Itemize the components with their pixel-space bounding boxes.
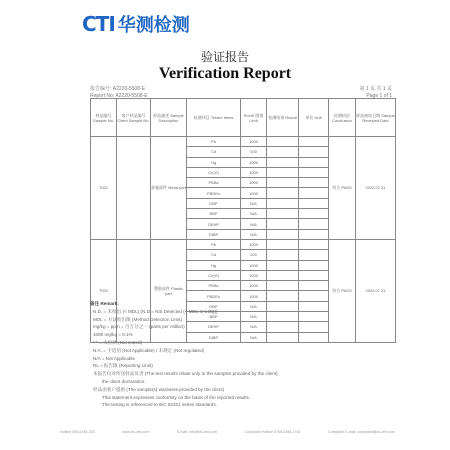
- footer-complaint-hotline: Complaint Hotline 0755-3368-1700: [244, 430, 301, 434]
- cell-result: [267, 281, 299, 291]
- cell-tested-item: DBP: [187, 198, 241, 208]
- cell-result: [267, 188, 299, 198]
- footer-complaint-email[interactable]: Complaint E-mail: complaint@cti-cert.com: [328, 430, 395, 434]
- cell-sample-description: 金属部件 Metal part: [151, 137, 187, 240]
- remark-line: mg/kg = ppm = 百万分之一 (parts per million): [93, 324, 185, 330]
- cell-result: [267, 157, 299, 167]
- cell-conclusion: 符合 PASS: [329, 239, 356, 342]
- cell-limit: N/A: [241, 209, 267, 219]
- header-unit: 单位 Unit: [299, 99, 329, 137]
- header-client-sample-no: 客户样品编号 Client Sample No.: [117, 99, 151, 137]
- cell-unit: [299, 157, 329, 167]
- cell-unit: [299, 270, 329, 280]
- report-title-chinese: 验证报告: [200, 50, 249, 64]
- cell-tested-item: DIBP: [187, 229, 241, 239]
- logo-chinese-name: 华测检测: [117, 15, 190, 36]
- page-label-en: Page 1 of 1: [366, 93, 392, 99]
- cell-limit: N/A: [241, 322, 267, 332]
- header-received-date: 样品接收日期 Sample Received Date: [356, 99, 396, 137]
- remark-line: the client declaration.: [102, 378, 146, 384]
- cell-limit: 100: [241, 147, 267, 157]
- header-conclusion: 检测结论 Conclusion: [329, 99, 356, 137]
- cell-received-date: 2022.07.21: [356, 239, 396, 342]
- remark-line: 1000 mg/kg = 0.1%: [93, 332, 133, 338]
- cell-limit: 1000: [241, 167, 267, 177]
- table-header-row: [91, 99, 396, 137]
- cell-limit: N/A: [241, 229, 267, 239]
- cell-tested-item: PBDEs: [187, 188, 241, 198]
- cell-result: [267, 178, 299, 188]
- cell-result: [267, 260, 299, 270]
- cell-unit: [299, 281, 329, 291]
- cell-limit: N/A: [241, 219, 267, 229]
- cell-unit: [299, 250, 329, 260]
- cell-limit: N/A: [241, 332, 267, 342]
- logo-brand: CTI: [82, 12, 115, 36]
- cell-unit: [299, 229, 329, 239]
- remark-line: This statement expresses conformity on the basis of the reported results.: [102, 394, 251, 400]
- remark-line: 本报告仅对所送样品负责 (The test results relate only to the samples provided by the client): [93, 371, 278, 377]
- remark-line: 样品由客户提供 (The sample(s) was/were provided by the client): [93, 386, 225, 392]
- cell-limit: 100: [241, 250, 267, 260]
- cell-tested-item: PBBs: [187, 281, 241, 291]
- footer-hotline: Hotline 400-6788-333: [60, 430, 95, 434]
- cell-result: [267, 239, 299, 249]
- remark-line: RL = 报告限 (Reporting Limit): [93, 363, 153, 369]
- cell-result: [267, 250, 299, 260]
- cell-unit: [299, 167, 329, 177]
- cell-limit: N/A: [241, 198, 267, 208]
- cell-limit: 1000: [241, 188, 267, 198]
- cell-result: [267, 167, 299, 177]
- cell-unit: [299, 239, 329, 249]
- remark-line: MDL = 方法检出限 (Method Detection Limit): [93, 316, 183, 322]
- cell-conclusion: 符合 PASS: [329, 137, 356, 240]
- cell-client-sample-no: [117, 137, 151, 240]
- cell-limit: 1000: [241, 137, 267, 147]
- cell-tested-item: DBP: [187, 301, 241, 311]
- header-result: 检测结果 Result: [267, 99, 299, 137]
- cell-limit: 1000: [241, 291, 267, 301]
- page-footer: [60, 430, 395, 434]
- footer-website[interactable]: www.cti-cert.com: [122, 430, 150, 434]
- cell-unit: [299, 260, 329, 270]
- cell-tested-item: Pb: [187, 239, 241, 249]
- cell-sample-no: T001: [91, 137, 117, 240]
- cell-unit: [299, 209, 329, 219]
- cell-tested-item: Cd: [187, 250, 241, 260]
- remark-line: N/A = Not Applicable: [93, 355, 136, 361]
- remark-line: N.D. = 未检出 (< MDL) (N.D.= Not Detected (< MDL or LOQ)): [93, 308, 218, 314]
- cell-limit: N/A: [241, 301, 267, 311]
- cell-result: [267, 198, 299, 208]
- cell-tested-item: DEHP: [187, 219, 241, 229]
- cell-result: [267, 209, 299, 219]
- remarks-title: 备注 Remark:: [90, 301, 119, 306]
- cell-limit: 1000: [241, 239, 267, 249]
- cell-sample-no: T002: [91, 239, 117, 342]
- cell-tested-item: PBBs: [187, 178, 241, 188]
- remark-line: N.A. = 不适用 (Not Applicable) / 未规定 (Not regulated): [93, 347, 205, 353]
- cell-tested-item: Hg: [187, 260, 241, 270]
- cell-tested-item: Cr(VI): [187, 167, 241, 177]
- table-row: [91, 239, 396, 249]
- cell-tested-item: BBP: [187, 209, 241, 219]
- report-number-label: 报告编号:: [90, 86, 112, 92]
- cell-result: [267, 270, 299, 280]
- cell-unit: [299, 198, 329, 208]
- cell-tested-item: DIBP: [187, 332, 241, 342]
- cell-unit: [299, 188, 329, 198]
- cell-tested-item: Hg: [187, 157, 241, 167]
- report-title-english: Verification Report: [158, 65, 292, 82]
- cell-limit: 1000: [241, 281, 267, 291]
- remarks-section: [90, 300, 410, 409]
- page-label-cn: 第 1 页 共 1 页: [359, 86, 392, 92]
- cell-limit: 1000: [241, 260, 267, 270]
- table-row: [91, 137, 396, 147]
- cell-tested-item: Cd: [187, 147, 241, 157]
- header-limit: RoHS 限值 Limit: [241, 99, 267, 137]
- cell-unit: [299, 137, 329, 147]
- header-sample-description: 样品描述 Sample Description: [151, 99, 187, 137]
- header-sample-no: 样品编号 Sample No.: [91, 99, 117, 137]
- cell-limit: N/A: [241, 312, 267, 322]
- remark-line: The testing is referenced to IEC 62321 series standards.: [102, 402, 217, 408]
- cell-limit: 1000: [241, 270, 267, 280]
- report-number-en-value: A2220-5508-E: [115, 93, 148, 99]
- cell-tested-item: PBDEs: [187, 291, 241, 301]
- cell-unit: [299, 178, 329, 188]
- cell-unit: [299, 219, 329, 229]
- cell-tested-item: BBP: [187, 312, 241, 322]
- remark-line: "-" = 未检测 (Not tested): [93, 339, 143, 345]
- cell-tested-item: Cr(VI): [187, 270, 241, 280]
- cell-result: [267, 147, 299, 157]
- cell-sample-description: 塑胶部件 Plastic part: [151, 239, 187, 342]
- company-logo: [82, 13, 190, 35]
- header-tested-items: 检测项目 Tested Items: [187, 99, 241, 137]
- report-number-en-label: Report No:: [90, 93, 115, 99]
- cell-received-date: 2022.07.21: [356, 137, 396, 240]
- cell-result: [267, 229, 299, 239]
- cell-result: [267, 137, 299, 147]
- cell-tested-item: DEHP: [187, 322, 241, 332]
- cell-unit: [299, 147, 329, 157]
- cell-result: [267, 219, 299, 229]
- report-number-value: A2220-5508-E: [112, 86, 146, 92]
- cell-tested-item: Pb: [187, 137, 241, 147]
- footer-email[interactable]: E-mail: info@cti-cert.com: [176, 430, 218, 434]
- cell-limit: 1000: [241, 157, 267, 167]
- cell-limit: 1000: [241, 178, 267, 188]
